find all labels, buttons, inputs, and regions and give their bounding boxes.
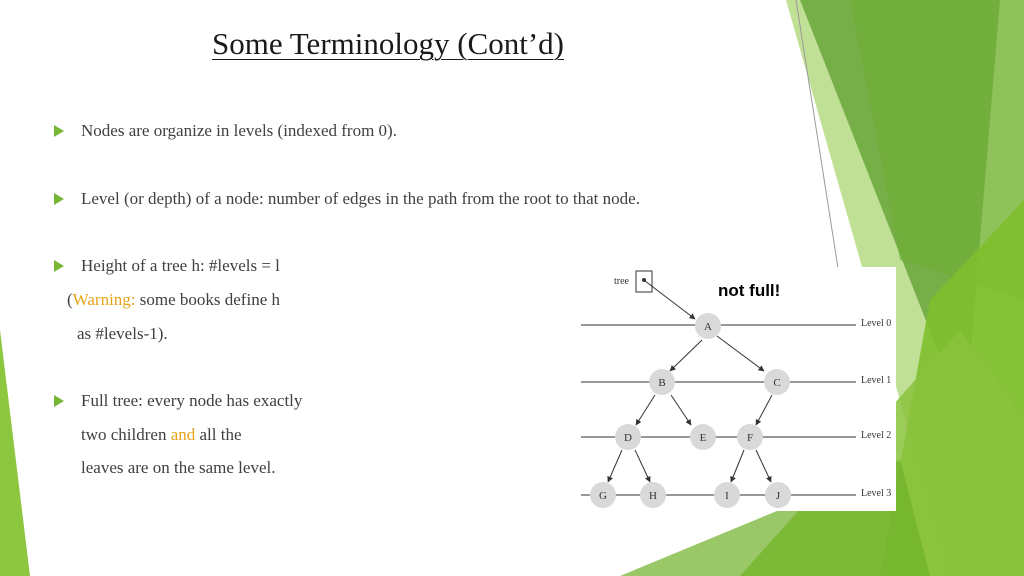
tree-node <box>765 482 791 508</box>
level-label: Level 3 <box>861 488 892 499</box>
svg-text:A: A <box>704 321 712 333</box>
tree-node <box>640 482 666 508</box>
svg-text:B: B <box>658 377 666 389</box>
tree-node <box>764 369 790 395</box>
tree-node <box>649 369 675 395</box>
svg-text:E: E <box>699 432 707 444</box>
warning-text: some books define h <box>135 290 280 309</box>
level-label: Level 0 <box>861 318 892 329</box>
bullet-text: Full tree: every node has exactly <box>81 391 303 410</box>
and-highlight: and <box>170 425 196 444</box>
not-full-annotation: not full! <box>718 281 781 300</box>
tree-node <box>615 424 641 450</box>
bullet-arrow-icon <box>54 125 64 137</box>
svg-text:G: G <box>599 490 607 502</box>
bullet-text: leaves are on the same level. <box>81 458 276 477</box>
bullet-subtext <box>67 290 280 310</box>
bullet-arrow-icon <box>54 193 64 205</box>
bullet-text: Level (or depth) of a node: number of edges in the path from the root to that node. <box>81 189 640 208</box>
svg-text:D: D <box>624 432 632 444</box>
level-label: Level 2 <box>861 430 892 441</box>
tree-node <box>714 482 740 508</box>
svg-text:H: H <box>649 490 657 502</box>
paren-open: ( <box>67 290 73 309</box>
tree-node <box>737 424 763 450</box>
tree-node <box>690 424 716 450</box>
bullet-text: Nodes are organize in levels (indexed from 0). <box>81 121 397 140</box>
bullet-text-part: two children <box>81 425 171 444</box>
svg-text:F: F <box>746 432 754 444</box>
tree-node <box>590 482 616 508</box>
tree-label: tree <box>614 276 629 287</box>
level-label: Level 1 <box>861 375 892 386</box>
bullet-text-part: all the <box>195 425 242 444</box>
bullet-text <box>81 425 242 445</box>
tree-node <box>695 313 721 339</box>
tree-diagram <box>578 267 896 511</box>
svg-text:I: I <box>725 490 729 502</box>
slide-title: Some Terminology (Cont’d) <box>211 26 564 61</box>
bullet-arrow-icon <box>54 260 64 272</box>
warning-label: Warning: <box>72 290 136 309</box>
svg-text:J: J <box>775 490 781 502</box>
bullet-arrow-icon <box>54 395 64 407</box>
bullet-text: Height of a tree h: #levels = l <box>81 256 280 275</box>
bullet-subtext: as #levels-1). <box>77 324 168 343</box>
svg-text:C: C <box>773 377 781 389</box>
